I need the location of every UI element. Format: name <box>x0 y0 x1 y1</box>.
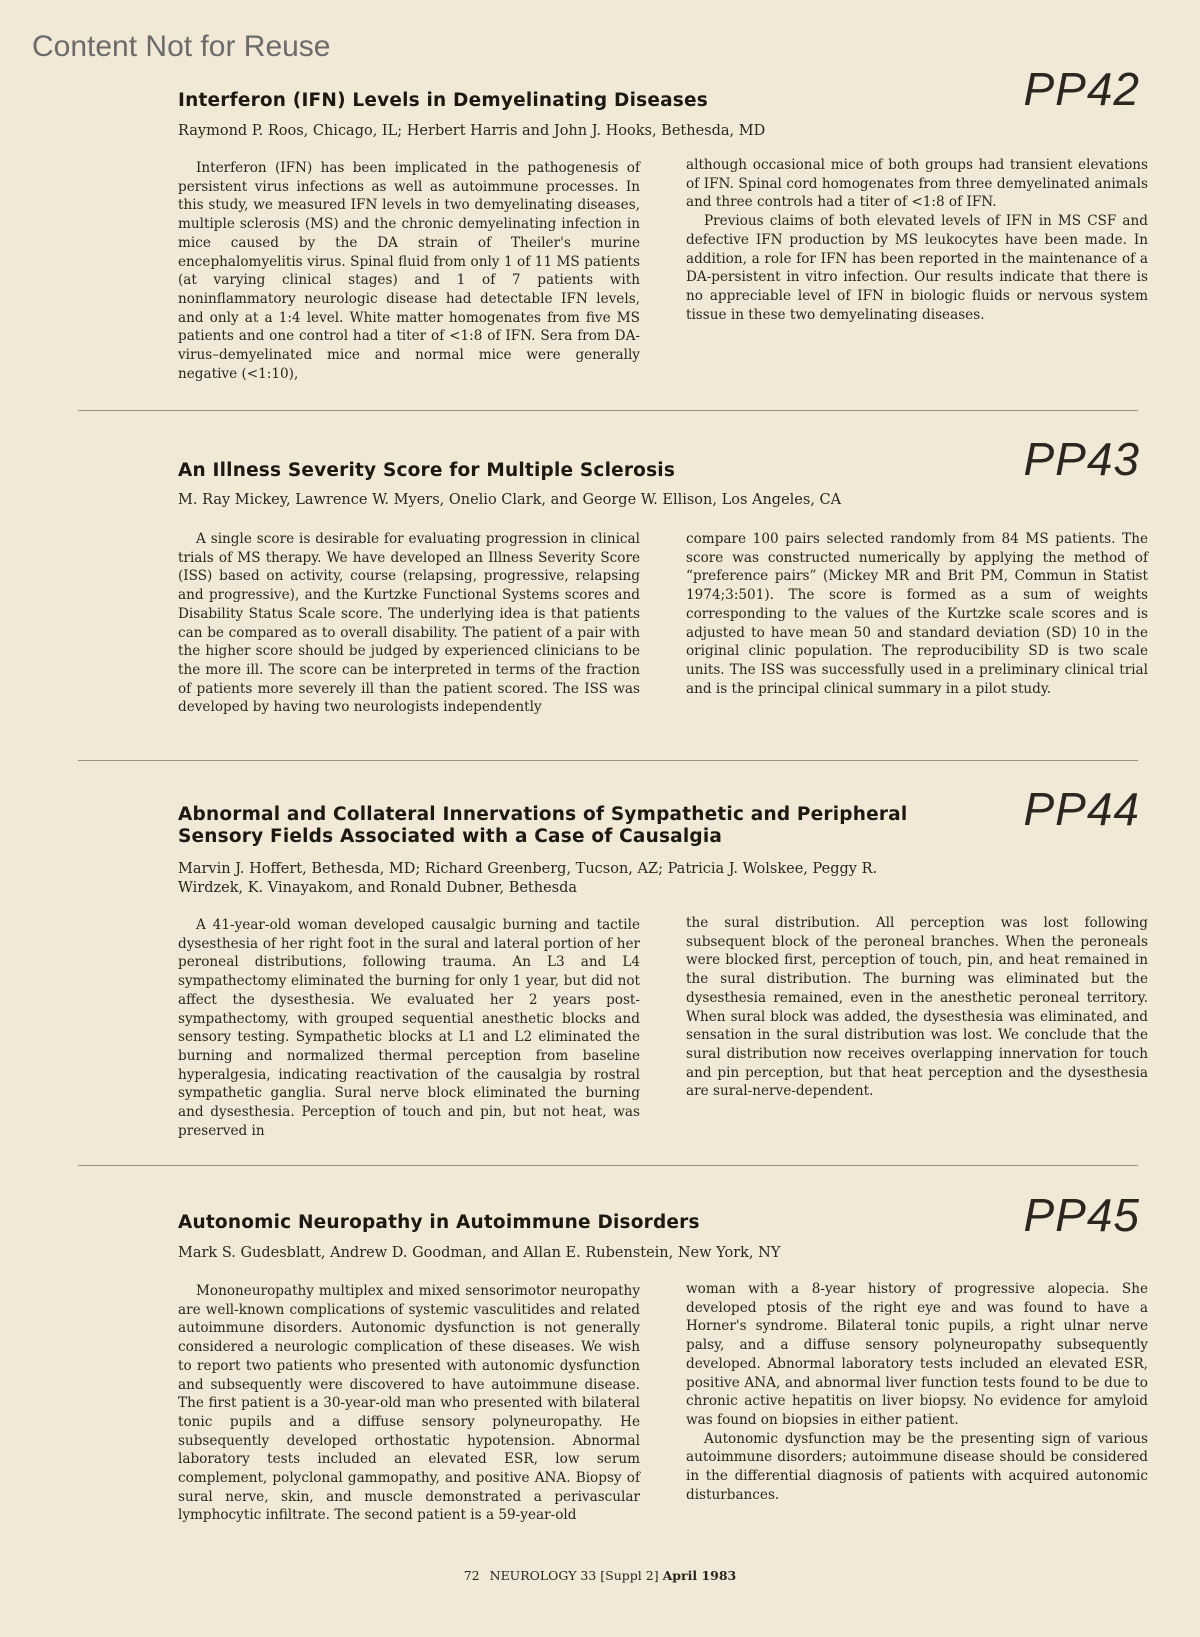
abstract-code: PP44 <box>1023 783 1140 835</box>
journal-citation: NEUROLOGY 33 [Suppl 2] <box>489 1568 659 1583</box>
abstract-title: Abnormal and Collateral Innervations of Sympathetic and Peripheral Sensory Fields Associated with a Case of Causalgia <box>178 804 908 847</box>
abstract-column-left <box>178 159 640 383</box>
section-divider <box>78 410 1138 411</box>
abstract-column-right <box>686 1280 1148 1504</box>
paragraph: A 41-year-old woman developed causalgic burning and tactile dysesthesia of her right foot in the sural and lateral portion of her peroneal distributions, following trauma. An L3 and L4 sympathectomy eliminated the burning for only 1 year, but did not affect the dysesthesia. We evaluated her 2 years post-sympathectomy, with grouped sequential anesthetic blocks and sensory testing. Sympathetic blocks at L1 and L2 eliminated the burning and normalized thermal perception from baseline hyperalgesia, indicating reactivation of the causalgia by rostral sympathetic ganglia. Sural nerve block eliminated the burning and dysesthesia. Perception of touch and pin, but not heat, was preserved in <box>178 917 640 1139</box>
paragraph: the sural distribution. All perception was lost following subsequent block of the peroneal branches. When the peroneals were blocked first, perception of touch, pin, and heat remained in the sural distribution. The burning was eliminated but the dysesthesia remained, even in the anesthetic peroneal territory. When sural block was added, the dysesthesia was eliminated, and sensation in the sural distribution was lost. We conclude that the sural distribution now receives overlapping innervation for touch and pin perception, but that heat perception and the dysesthesia are sural-nerve-dependent. <box>686 915 1148 1100</box>
abstract-column-left <box>178 530 640 717</box>
abstract-title: Interferon (IFN) Levels in Demyelinating Diseases <box>178 90 708 111</box>
paragraph: Previous claims of both elevated levels of IFN in MS CSF and defective IFN production by MS leukocytes have been made. In addition, a role for IFN has been reported in the maintenance of a DA-persistent in vitro infection. Our results indicate that there is no appreciable level of IFN in biologic fluids or nervous system tissue in these two demyelinating diseases. <box>686 213 1148 323</box>
abstract-column-right <box>686 530 1148 698</box>
abstract-column-left <box>178 916 640 1140</box>
section-divider <box>78 1165 1138 1166</box>
abstract-code: PP45 <box>1023 1189 1140 1241</box>
abstract-code: PP42 <box>1023 63 1140 115</box>
abstract-authors: M. Ray Mickey, Lawrence W. Myers, Onelio Clark, and George W. Ellison, Los Angeles, CA <box>178 492 842 508</box>
paragraph: Interferon (IFN) has been implicated in the pathogenesis of persistent virus infections as well as autoimmune processes. In this study, we measured IFN levels in two demyelinating diseases, multiple sclerosis (MS) and the chronic demyelinating infection in mice caused by the DA strain of Theiler's murine encephalomyelitis virus. Spinal fluid from only 1 of 11 MS patients (at varying clinical stages) and 1 of 7 patients with noninflammatory neurologic disease had detectable IFN levels, and only at a 1:4 level. White matter homogenates from five MS patients and one control had a titer of <1:8 of IFN. Sera from DA-virus–demyelinated mice and normal mice were generally negative (<1:10), <box>178 160 640 382</box>
abstract-column-left <box>178 1282 640 1525</box>
abstract-authors: Marvin J. Hoffert, Bethesda, MD; Richard Greenberg, Tucson, AZ; Patricia J. Wolskee, Peggy R. Wirdzek, K. Vinayakom, and Ronald Dubner, Bethesda <box>178 861 878 896</box>
abstract-authors: Raymond P. Roos, Chicago, IL; Herbert Harris and John J. Hooks, Bethesda, MD <box>178 123 766 139</box>
abstract-column-right <box>686 156 1148 324</box>
page-footer <box>0 1568 1200 1583</box>
abstract-column-right <box>686 914 1148 1101</box>
abstract-title: An Illness Severity Score for Multiple Sclerosis <box>178 460 676 481</box>
section-divider <box>78 760 1138 761</box>
paragraph: Mononeuropathy multiplex and mixed sensorimotor neuropathy are well-known complications of systemic vasculitides and related autoimmune disorders. Autonomic dysfunction is not generally considered a neurologic complication of these diseases. We wish to report two patients who presented with autonomic dysfunction and subsequently were discovered to have autoimmune disease. The first patient is a 30-year-old man who presented with bilateral tonic pupils and a diffuse sensory polyneuropathy. He subsequently developed orthostatic hypotension. Abnormal laboratory tests included an elevated ESR, low serum complement, polyclonal gammopathy, and positive ANA. Biopsy of sural nerve, skin, and muscle demonstrated a perivascular lymphocytic infiltrate. The second patient is a 59-year-old <box>178 1283 640 1524</box>
abstract-code: PP43 <box>1023 433 1140 485</box>
abstract-title: Autonomic Neuropathy in Autoimmune Disorders <box>178 1212 700 1233</box>
paragraph: A single score is desirable for evaluating progression in clinical trials of MS therapy. We have developed an Illness Severity Score (ISS) based on activity, course (relapsing, progressive, relapsing and progressive), and the Kurtzke Functional Systems scores and Disability Status Scale score. The underlying idea is that patients can be compared as to overall disability. The patient of a pair with the higher score should be judged by experienced clinicians to be the more ill. The score can be interpreted in terms of the fraction of patients more severely ill than the patient scored. The ISS was developed by having two neurologists independently <box>178 531 640 716</box>
paragraph: although occasional mice of both groups had transient elevations of IFN. Spinal cord homogenates from three demyelinated animals and three controls had a titer of <1:8 of IFN. <box>686 157 1148 211</box>
page-number: 72 <box>463 1568 480 1583</box>
paragraph: woman with a 8-year history of progressive alopecia. She developed ptosis of the right eye and was found to have a Horner's syndrome. Bilateral tonic pupils, a right ulnar nerve palsy, and a diffuse sensory polyneuropathy subsequently developed. Abnormal laboratory tests included an elevated ESR, positive ANA, and abnormal liver function tests found to be due to chronic active hepatitis on liver biopsy. No evidence for amyloid was found on biopsies in either patient. <box>686 1281 1148 1428</box>
issue-date: April 1983 <box>662 1568 737 1583</box>
abstract-authors: Mark S. Gudesblatt, Andrew D. Goodman, and Allan E. Rubenstein, New York, NY <box>178 1245 781 1261</box>
paragraph: compare 100 pairs selected randomly from 84 MS patients. The score was constructed numerically by applying the method of “preference pairs” (Mickey MR and Brit PM, Commun in Statist 1974;3:501). The score is formed as a sum of weights corresponding to the values of the Kurtzke scale scores and is adjusted to have mean 50 and standard deviation (SD) 10 in the original clinic population. The reproducibility SD is two scale units. The ISS was successfully used in a preliminary clinical trial and is the principal clinical summary in a pilot study. <box>686 531 1148 697</box>
watermark: Content Not for Reuse <box>32 30 331 63</box>
paragraph: Autonomic dysfunction may be the presenting sign of various autoimmune disorders; autoimmune disease should be considered in the differential diagnosis of patients with acquired autonomic disturbances. <box>686 1430 1148 1503</box>
